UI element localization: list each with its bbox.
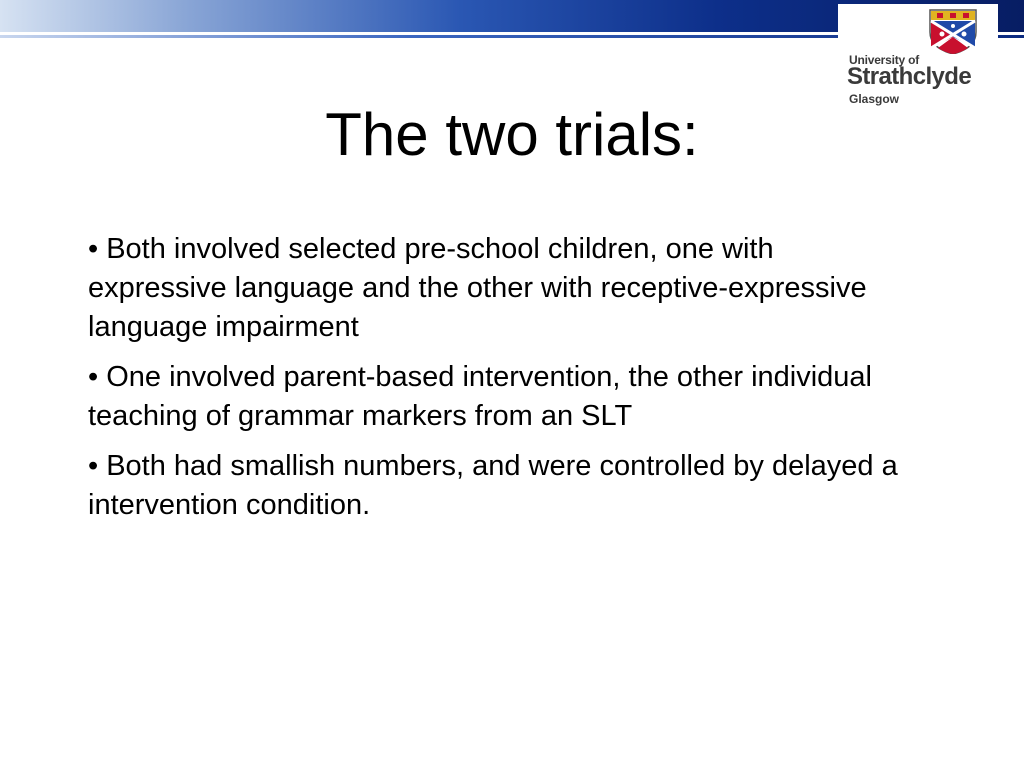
bullet-item: • Both involved selected pre-school children, one with expressive language and the other with receptive-expressive language impairment: [88, 233, 867, 343]
crest-icon: [838, 4, 998, 54]
bullet-item: • One involved parent-based intervention, the other individual teaching of grammar markers from an SLT: [88, 361, 872, 432]
bullet-item: • Both had smallish numbers, and were controlled by delayed a intervention condition.: [88, 450, 898, 521]
logo-line-strathclyde: Strathclyde: [847, 63, 972, 90]
logo-line-university: University of: [849, 53, 920, 67]
bullet-list: [88, 230, 918, 536]
logo-line-glasgow: Glasgow: [849, 92, 900, 106]
university-logo: [838, 4, 998, 110]
slide-title: The two trials:: [325, 101, 699, 168]
